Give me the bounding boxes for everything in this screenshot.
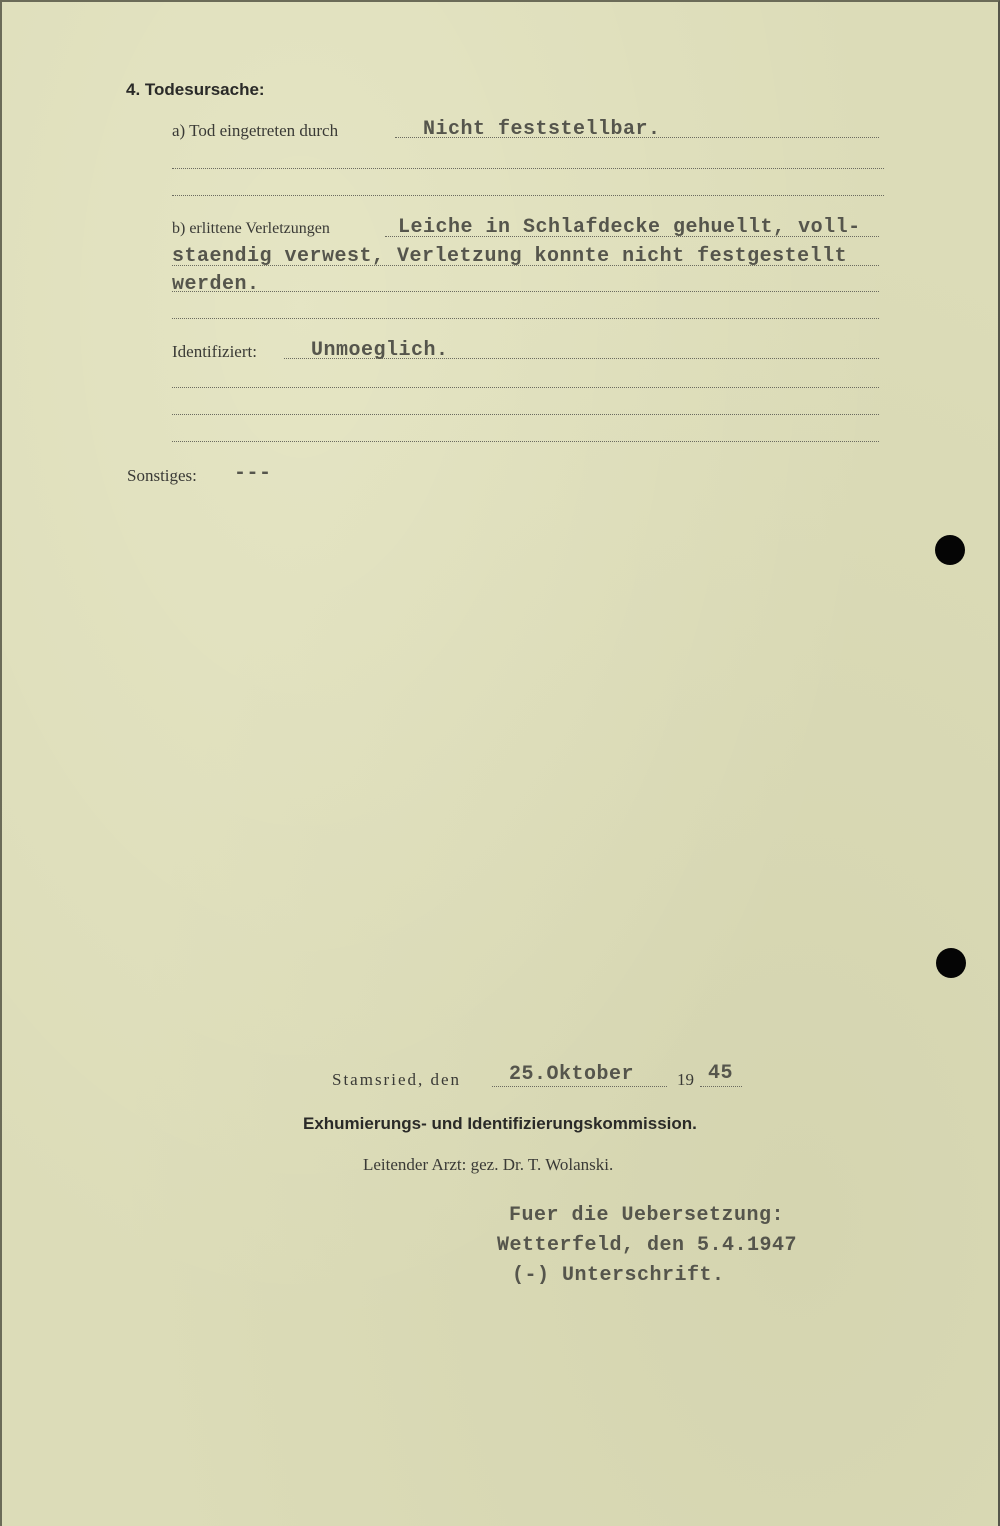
blank-line <box>172 195 884 196</box>
year-prefix: 19 <box>677 1070 694 1089</box>
cause-b-value-line-2: staendig verwest, Verletzung konnte nicht festgestellt <box>172 245 848 268</box>
place-label: Stamsried, den <box>332 1070 462 1089</box>
misc-label: Sonstiges: <box>127 466 197 485</box>
translation-line-3: (-) Unterschrift. <box>512 1264 725 1287</box>
year-line <box>700 1086 742 1087</box>
doctor-signature: Leitender Arzt: gez. Dr. T. Wolanski. <box>363 1155 614 1174</box>
blank-line <box>172 414 879 415</box>
identified-value: Unmoeglich. <box>311 339 449 362</box>
blank-line <box>172 387 879 388</box>
cause-b-value-line-1: Leiche in Schlafdecke gehuellt, voll- <box>398 216 861 239</box>
translation-line-2: Wetterfeld, den 5.4.1947 <box>497 1234 798 1257</box>
year-value: 45 <box>708 1062 734 1085</box>
cause-b-line <box>172 291 879 292</box>
date-value: 25.Oktober <box>509 1063 635 1086</box>
cause-b-label: b) erlittene Verletzungen <box>172 220 330 237</box>
punch-hole <box>936 948 966 978</box>
identified-label: Identifiziert: <box>172 342 257 361</box>
date-line <box>492 1086 667 1087</box>
misc-value: --- <box>234 462 272 485</box>
blank-line <box>172 441 879 442</box>
punch-hole <box>935 535 965 565</box>
cause-b-value-line-3: werden. <box>172 273 260 296</box>
blank-line <box>172 318 879 319</box>
blank-line <box>172 168 884 169</box>
translation-line-1: Fuer die Uebersetzung: <box>509 1204 785 1227</box>
commission-title: Exhumierungs- und Identifizierungskommission. <box>303 1114 697 1133</box>
section-title: 4. Todesursache: <box>126 80 265 99</box>
cause-a-value: Nicht feststellbar. <box>423 118 661 141</box>
cause-a-label: a) Tod eingetreten durch <box>172 121 339 140</box>
